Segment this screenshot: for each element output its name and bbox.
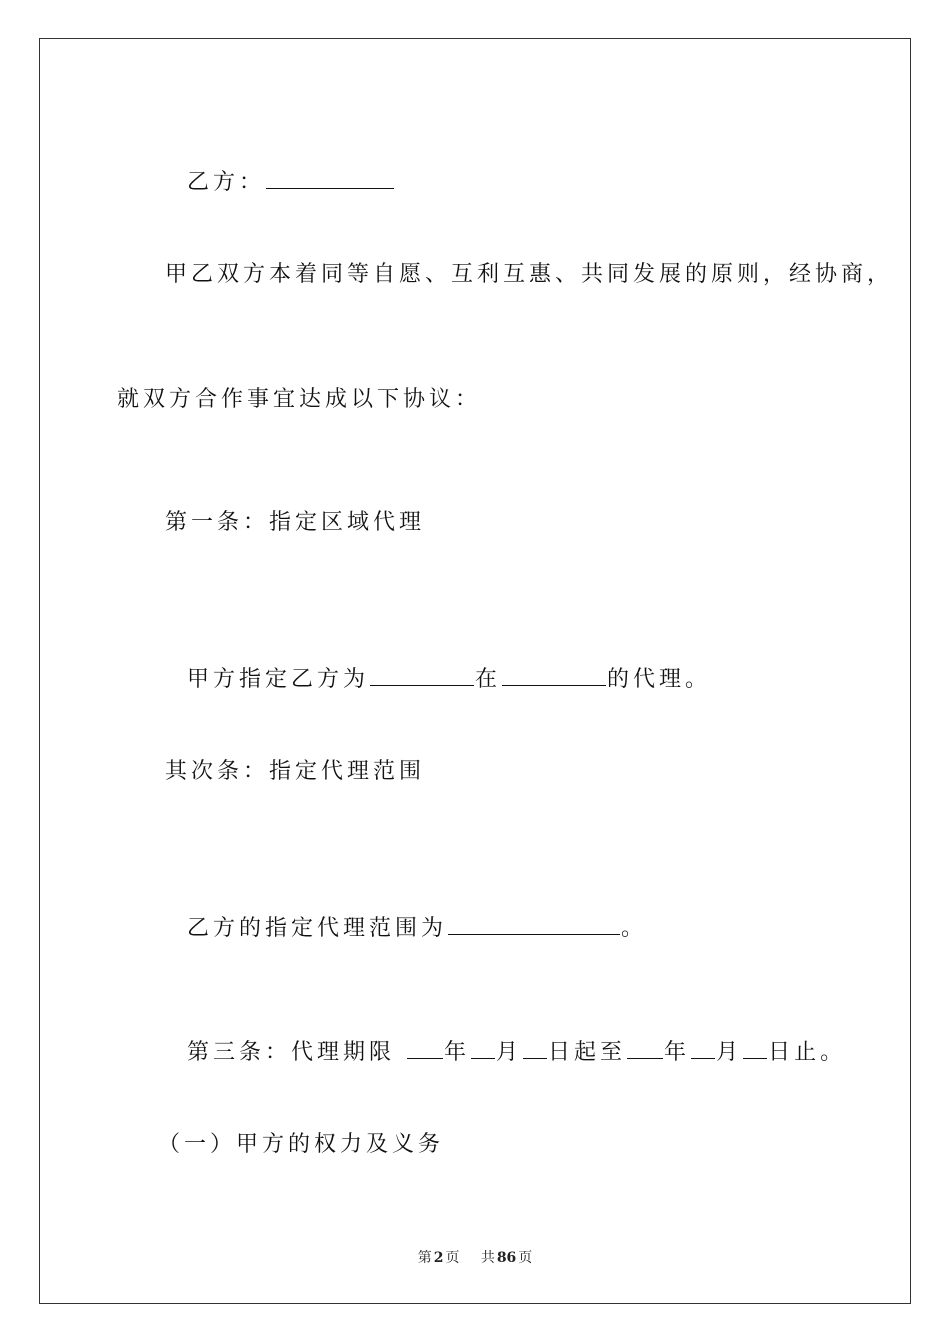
article1-text-c: 的代理。 (607, 667, 712, 692)
intro-line-1: 甲乙双方本着同等自愿、互利互惠、共同发展的原则，经协商， (165, 262, 894, 287)
total-num: 86 (496, 1250, 517, 1266)
intro-line-2: 就双方合作事宜达成以下协议： (117, 387, 482, 412)
end-year-label: 年 (664, 1040, 691, 1065)
page-number (416, 1250, 462, 1266)
article1-line (165, 633, 711, 695)
end-day-label: 日止。 (768, 1040, 847, 1065)
page-num: 2 (433, 1250, 444, 1266)
article2-line (165, 882, 647, 944)
article1-blank-1 (370, 663, 474, 686)
article2-blank (448, 912, 620, 935)
article2-title: 其次条：指定代理范围 (165, 759, 426, 784)
start-year-label: 年 (444, 1040, 471, 1065)
total-suffix: 页 (518, 1250, 533, 1266)
article2-text-a: 乙方的指定代理范围为 (187, 916, 448, 941)
article3-text-a: 第三条：代理期限 (187, 1040, 406, 1065)
page-suffix: 页 (445, 1250, 460, 1266)
page-footer (0, 1247, 950, 1267)
article1-title: 第一条：指定区域代理 (165, 510, 426, 535)
article1-text-b: 在 (475, 667, 502, 692)
start-month-blank (471, 1036, 495, 1059)
party-b-blank (266, 166, 394, 189)
end-month-label: 月 (716, 1040, 743, 1065)
start-day-label: 日起至 (548, 1040, 627, 1065)
article2-text-b: 。 (621, 916, 648, 941)
page-prefix: 第 (417, 1250, 432, 1266)
party-b-label: 乙方： (187, 170, 266, 195)
total-pages (479, 1250, 534, 1266)
section1-heading: （一）甲方的权力及义务 (158, 1132, 445, 1157)
start-month-label: 月 (496, 1040, 523, 1065)
total-prefix: 共 (480, 1250, 495, 1266)
article3-line (165, 1006, 846, 1068)
start-year-blank (407, 1036, 443, 1059)
start-day-blank (523, 1036, 547, 1059)
end-day-blank (743, 1036, 767, 1059)
article1-text-a: 甲方指定乙方为 (187, 667, 370, 692)
party-b-line (165, 136, 395, 198)
end-year-blank (627, 1036, 663, 1059)
end-month-blank (691, 1036, 715, 1059)
article1-blank-2 (502, 663, 606, 686)
